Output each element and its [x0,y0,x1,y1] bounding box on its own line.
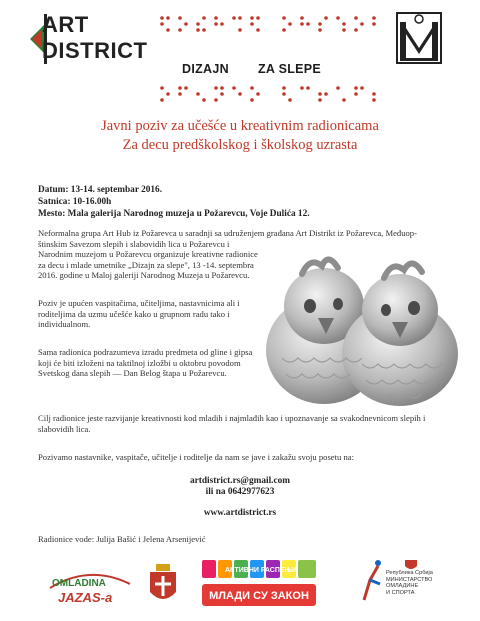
logo-text-art: ART [42,12,89,37]
ministry-figure-icon [360,558,384,604]
contact-email[interactable]: artdistrict.rs@gmail.com [189,476,291,486]
mladi-su-zakon-logo [196,556,326,614]
intro-paragraph-first-line: Neformalna grupa Art Hub iz Požarevca u saradnji sa udruženjem građana Art Distrikt iz Požarevca, Međuop- [38,228,417,238]
invitation-paragraph: Poziv je upućen vaspitačima, učiteljima, nastavnicima ali i roditeljima da uzmu učešće kako u grupnom radu tako i individualnom. [38,298,240,329]
ministry-text [386,570,433,596]
event-time: Satnica: 10-16.00h [38,197,112,207]
workshop-description: Sama radionica podrazumeva izradu predmeta od gline i gipsa koji će biti izloženi na taktilnoj izložbi u oktobru povodom Svetskog dana slepih — Dan Belog štapa u Požarevcu. [38,347,253,378]
omladina-text: OMLADINA [52,578,106,589]
event-date: Datum: 13-14. septembar 2016. [38,185,163,195]
mladi-su-zakon-text: МЛАДИ СУ ЗАКОН [209,590,309,602]
serbia-coat-of-arms-icon [146,562,180,608]
jazas-text: JAZAS-a [58,590,113,605]
ministry-text-line-3: ОМЛАДИНЕ [386,583,419,590]
website-link[interactable]: www.artdistrict.rs [203,508,277,518]
title-line-1: Javni poziv za učešće u kreativnim radionicama [101,118,379,134]
braille-pattern-bottom [158,84,378,104]
museum-logo-icon [396,12,442,64]
ministry-text-line-4: И СПОРТА [386,589,415,596]
ministry-logo [360,556,460,616]
intro-paragraph-rest: štinskim Savezom slepih i slabovidih lica u Požarevcu i Narodnim muzejom u Požarevcu organizuje kreativne radionice za decu i mlade umetnike „Dizajn za slepe", 13 -14. septembra 2016. godine u Maloj galeriji Narodnog Muzeja u Požarevcu. [38,238,258,280]
workshop-leaders: Radionice vode: Julija Bašić i Jelena Arsenijević [38,534,206,544]
contact-phone: ili na 0642977623 [205,487,275,497]
ministry-text-line-2: МИНИСТАРСТВО [386,576,433,583]
event-location: Mesto: Mala galerija Narodnog muzeja u Požarevcu, Voje Dulića 12. [38,209,310,219]
title-line-2: Za decu predškolskog i školskog uzrasta [122,137,358,153]
logo-text-district: DISTRICT [42,38,148,63]
ceramic-birds-image [262,238,462,414]
ministry-text-line-1: Република Србија [386,570,433,576]
omladina-jazas-logo [44,566,134,610]
braille-pattern-top [158,14,378,34]
braille-caption-za-slepe: ZA SLEPE [258,62,322,76]
mladi-top-text: АКТИВНИ РАСПЕЊИ [224,567,298,574]
call-to-action-paragraph: Pozivamo nastavnike, vaspitače, učitelje i roditelje da nam se jave i zakažu svoju posetu na: [38,452,354,462]
art-district-logo [30,10,148,68]
braille-caption-dizajn: DIZAJN [182,62,229,76]
goal-paragraph: Cilj radionice jeste razvijanje kreativnosti kod mladih i najmlađih kao i upoznavanje sa svakodnevnicom slepih i slabovidih lica. [38,413,426,434]
